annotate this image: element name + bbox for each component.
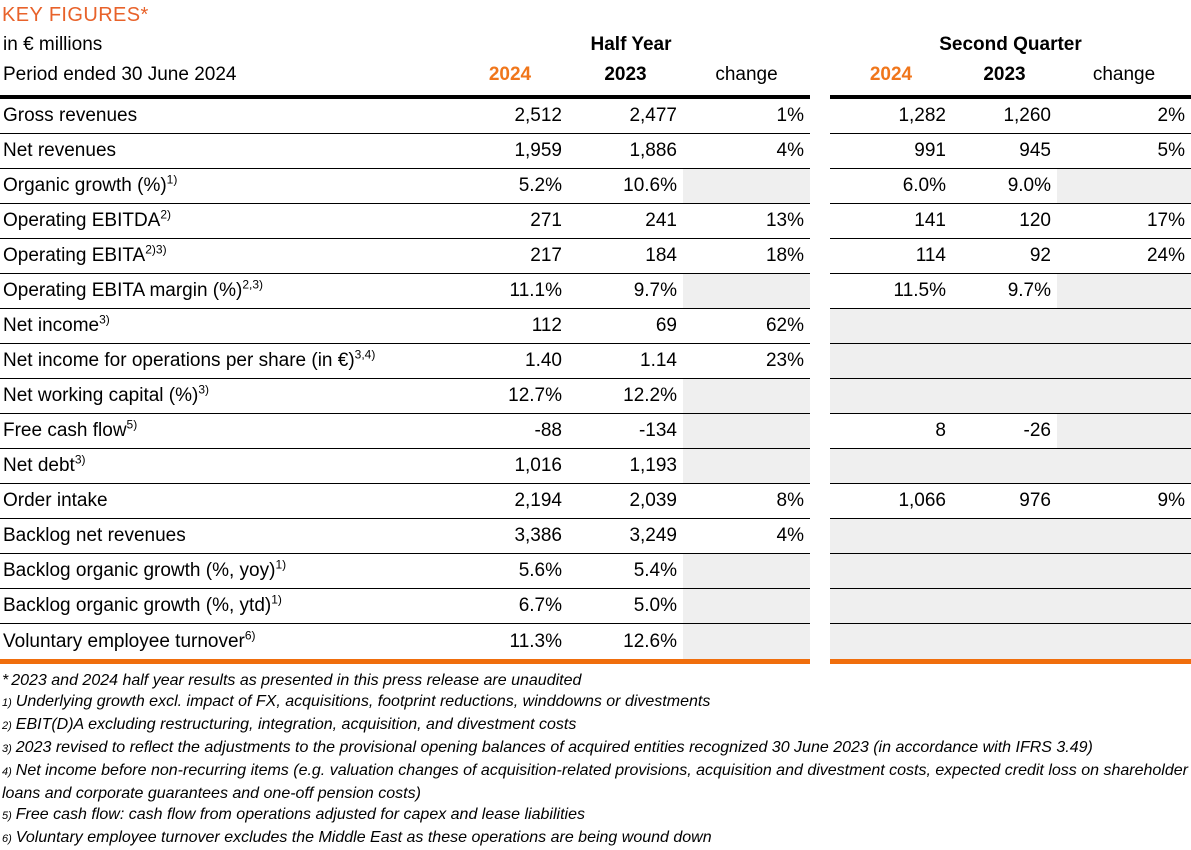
table-row	[0, 484, 1191, 519]
value-cell: 8%	[683, 484, 810, 519]
col-header-2023-second-quarter: 2023	[983, 64, 1026, 85]
half-year-group-header: Half Year	[590, 34, 672, 55]
footnote-marker: 6)	[2, 833, 12, 845]
value-cell: 9.7%	[952, 274, 1057, 309]
row-label: Net working capital (%)$^{3)}$	[0, 379, 452, 414]
value-cell: 10.6%	[568, 169, 683, 204]
value-cell: 12.2%	[568, 379, 683, 414]
col-header-change-half-year: change	[715, 64, 778, 85]
value-cell: 217	[452, 239, 568, 274]
value-cell: 5%	[1057, 134, 1191, 169]
value-cell: 976	[952, 484, 1057, 519]
table-row	[0, 379, 1191, 414]
value-cell: 1,260	[952, 99, 1057, 134]
value-cell: 13%	[683, 204, 810, 239]
value-cell	[683, 449, 810, 484]
col-header-change-second-quarter: change	[1092, 64, 1156, 85]
value-cell	[952, 344, 1057, 379]
column-gap	[810, 624, 830, 659]
footnote-text: EBIT(D)A excluding restructuring, integration, acquisition, and divestment costs	[15, 716, 577, 733]
value-cell	[683, 169, 810, 204]
column-gap	[810, 134, 830, 169]
value-cell: 11.1%	[452, 274, 568, 309]
value-cell: 2%	[1057, 99, 1191, 134]
value-cell: 4%	[683, 519, 810, 554]
table-row	[0, 449, 1191, 484]
column-gap	[810, 449, 830, 484]
value-cell	[952, 379, 1057, 414]
value-cell: 1,282	[830, 99, 952, 134]
value-cell: 991	[830, 134, 952, 169]
table-row	[0, 554, 1191, 589]
footnote	[2, 827, 1191, 850]
footnote-marker: 2)	[2, 720, 12, 732]
value-cell: 5.0%	[568, 589, 683, 624]
table-row	[0, 624, 1191, 659]
footnote	[2, 760, 1191, 804]
column-gap	[810, 484, 830, 519]
value-cell: 5.6%	[452, 554, 568, 589]
row-label: Backlog organic growth (%, yoy)$^{1)}$	[0, 554, 452, 589]
row-label: Free cash flow$^{5)}$	[0, 414, 452, 449]
second-quarter-group-header: Second Quarter	[939, 34, 1082, 55]
value-cell	[1057, 519, 1191, 554]
page-title: KEY FIGURES*	[2, 4, 149, 26]
row-label: Backlog net revenues	[0, 519, 452, 554]
value-cell	[683, 379, 810, 414]
value-cell	[1057, 414, 1191, 449]
value-cell: 6.0%	[830, 169, 952, 204]
value-cell: 9%	[1057, 484, 1191, 519]
key-figures-page	[0, 4, 1191, 850]
footnote-marker: 5)	[2, 810, 12, 822]
value-cell	[830, 309, 952, 344]
footnote-text: Free cash flow: cash flow from operations adjusted for capex and lease liabilities	[15, 806, 585, 823]
value-cell: 12.6%	[623, 630, 677, 652]
table-row	[0, 169, 1191, 204]
row-label: Backlog organic growth (%, ytd)$^{1)}$	[0, 589, 452, 624]
value-cell	[952, 449, 1057, 484]
value-cell: 2,512	[452, 99, 568, 134]
value-cell	[830, 589, 952, 624]
value-cell: 141	[830, 204, 952, 239]
footnote	[2, 737, 1191, 760]
value-cell: 18%	[683, 239, 810, 274]
table-row	[0, 589, 1191, 624]
row-label: Net revenues	[0, 134, 452, 169]
value-cell: 1.14	[568, 344, 683, 379]
value-cell: 1,193	[568, 449, 683, 484]
value-cell: 4%	[683, 134, 810, 169]
footnote-text: Voluntary employee turnover excludes the Middle East as these operations are being wound down	[15, 829, 712, 846]
col-header-2024-half-year: 2024	[488, 64, 532, 85]
column-gap	[810, 274, 830, 309]
key-figures-table	[0, 99, 1191, 659]
value-cell	[830, 519, 952, 554]
row-label: Organic growth (%)$^{1)}$	[0, 169, 452, 204]
value-cell	[830, 344, 952, 379]
value-cell	[1057, 309, 1191, 344]
footnote	[2, 670, 1191, 691]
value-cell	[1057, 274, 1191, 309]
table-row	[0, 99, 1191, 134]
value-cell	[683, 414, 810, 449]
value-cell: 8	[830, 414, 952, 449]
value-cell: 241	[568, 204, 683, 239]
column-gap	[810, 204, 830, 239]
value-cell: 5.4%	[568, 554, 683, 589]
value-cell: 2,039	[568, 484, 683, 519]
value-cell	[683, 589, 810, 624]
value-cell: 11.5%	[830, 274, 952, 309]
footnote-text: Underlying growth excl. impact of FX, acquisitions, footprint reductions, winddowns or divestments	[15, 693, 711, 710]
value-cell: -88	[452, 414, 568, 449]
value-cell: 69	[568, 309, 683, 344]
value-cell	[952, 309, 1057, 344]
value-cell	[830, 379, 952, 414]
table-row	[0, 204, 1191, 239]
value-cell	[683, 274, 810, 309]
footnote-marker: 3)	[2, 743, 12, 755]
units-label: in € millions	[3, 34, 103, 55]
value-cell	[952, 589, 1057, 624]
footnote-marker: *	[2, 672, 9, 689]
value-cell: 6.7%	[452, 589, 568, 624]
value-cell: 9.0%	[952, 169, 1057, 204]
table-row	[0, 134, 1191, 169]
value-cell: 1.40	[452, 344, 568, 379]
value-cell	[952, 624, 1057, 659]
table-row	[0, 274, 1191, 309]
table-row	[0, 239, 1191, 274]
value-cell	[952, 554, 1057, 589]
footnote-marker: 4)	[2, 766, 12, 778]
row-label: Voluntary employee turnover$^{6)}$	[3, 628, 256, 652]
column-gap	[810, 309, 830, 344]
column-gap	[810, 379, 830, 414]
value-cell: 1%	[683, 99, 810, 134]
group-header-row	[0, 26, 1191, 56]
column-gap	[810, 589, 830, 624]
value-cell	[1057, 344, 1191, 379]
value-cell: 271	[452, 204, 568, 239]
value-cell: 2,194	[452, 484, 568, 519]
value-cell: 17%	[1057, 204, 1191, 239]
table-row	[0, 414, 1191, 449]
value-cell	[683, 554, 810, 589]
column-gap	[810, 239, 830, 274]
row-label: Net income$^{3)}$	[0, 309, 452, 344]
value-cell: -134	[568, 414, 683, 449]
column-gap	[810, 169, 830, 204]
footnote-text: 2023 revised to reflect the adjustments to the provisional opening balances of acquired entities recognized 30 June 2023 (in accordance with IFRS 3.49)	[15, 739, 1093, 756]
footnote-text: 2023 and 2024 half year results as presented in this press release are unaudited	[11, 672, 582, 689]
row-label: Operating EBITA margin (%)$^{2,3)}$	[0, 274, 452, 309]
value-cell: 5.2%	[452, 169, 568, 204]
footnote	[2, 714, 1191, 737]
value-cell	[1057, 624, 1191, 659]
value-cell: -26	[952, 414, 1057, 449]
footnote	[2, 804, 1191, 827]
row-label: Gross revenues	[0, 99, 452, 134]
value-cell: 9.7%	[568, 274, 683, 309]
value-cell	[1057, 169, 1191, 204]
value-cell: 1,016	[452, 449, 568, 484]
value-cell: 3,249	[568, 519, 683, 554]
value-cell: 114	[830, 239, 952, 274]
value-cell: 12.7%	[452, 379, 568, 414]
col-header-2024-second-quarter: 2024	[869, 64, 913, 85]
value-cell: 92	[952, 239, 1057, 274]
table-row	[0, 519, 1191, 554]
value-cell	[1057, 379, 1191, 414]
value-cell: 62%	[683, 309, 810, 344]
col-header-2023-half-year: 2023	[604, 64, 647, 85]
row-label: Order intake	[0, 484, 452, 519]
value-cell: 112	[452, 309, 568, 344]
column-header-row	[0, 56, 1191, 86]
value-cell: 2,477	[568, 99, 683, 134]
value-cell: 184	[568, 239, 683, 274]
bottom-rule-left	[0, 659, 810, 664]
value-cell: 1,959	[452, 134, 568, 169]
value-cell	[830, 554, 952, 589]
value-cell: 1,886	[568, 134, 683, 169]
value-cell: 23%	[683, 344, 810, 379]
table-bottom-rule-row	[0, 659, 1191, 664]
column-gap	[810, 519, 830, 554]
value-cell: 945	[952, 134, 1057, 169]
footnotes-section	[0, 670, 1191, 850]
footnote-marker: 1)	[2, 697, 12, 709]
value-cell	[830, 624, 952, 659]
value-cell	[830, 449, 952, 484]
table-row	[0, 344, 1191, 379]
column-gap	[810, 99, 830, 134]
column-gap	[810, 554, 830, 589]
bottom-rule-right	[830, 659, 1191, 664]
table-row	[0, 309, 1191, 344]
column-gap	[810, 414, 830, 449]
value-cell	[683, 624, 810, 659]
footnote-text: Net income before non-recurring items (e.g. valuation changes of acquisition-related provisions, acquisition and divestment costs, expected credit loss on shareholder loans and corporate guarantees and one-off pension costs)	[2, 762, 1188, 802]
column-gap	[810, 344, 830, 379]
footnote	[2, 691, 1191, 714]
value-cell	[952, 519, 1057, 554]
period-label: Period ended 30 June 2024	[3, 64, 237, 85]
value-cell: 1,066	[830, 484, 952, 519]
value-cell	[1057, 449, 1191, 484]
value-cell	[1057, 589, 1191, 624]
row-label: Operating $EBITA^{2)3)}$	[0, 239, 452, 274]
value-cell: 3,386	[452, 519, 568, 554]
value-cell	[1057, 554, 1191, 589]
row-label: Operating EBITDA$^{2)}$	[0, 204, 452, 239]
row-label: Net income for operations per share (in €)$^{3,4)}$	[0, 344, 452, 379]
value-cell: 11.3%	[509, 630, 562, 652]
row-label: Net debt$^{3)}$	[0, 449, 452, 484]
value-cell: 24%	[1057, 239, 1191, 274]
value-cell: 120	[952, 204, 1057, 239]
